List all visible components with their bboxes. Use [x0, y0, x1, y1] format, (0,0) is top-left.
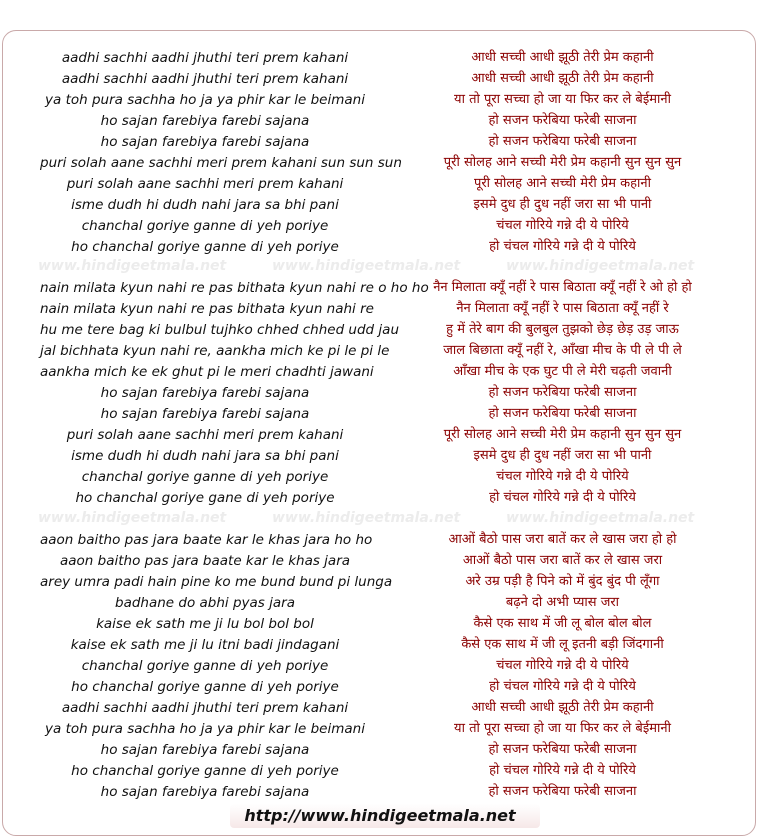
lyric-hindi: हो चंचल गोरिये गन्ने दी ये पोरिये	[489, 490, 636, 505]
lyric-roman: isme dudh hi dudh nahi jara sa bhi pani	[71, 448, 339, 464]
lyric-hindi: हो सजन फरेबिया फरेबी साजना	[488, 134, 637, 149]
lyric-roman: chanchal goriye ganne di yeh poriye	[81, 658, 329, 674]
lyric-line	[0, 299, 760, 320]
lyric-roman: ya toh pura sachha ho ja ya phir kar le beimani	[45, 92, 365, 108]
lyric-line	[0, 195, 760, 216]
lyric-hindi: हो सजन फरेबिया फरेबी साजना	[488, 113, 637, 128]
lyric-roman: badhane do abhi pyas jara	[115, 595, 295, 611]
lyric-line	[0, 132, 760, 153]
lyric-roman: nain milata kyun nahi re pas bithata kyun nahi re	[40, 301, 374, 317]
lyric-roman: chanchal goriye ganne di yeh poriye	[81, 218, 329, 234]
lyric-hindi: हो सजन फरेबिया फरेबी साजना	[488, 742, 637, 757]
lyric-hindi: हो सजन फरेबिया फरेबी साजना	[488, 784, 637, 799]
lyric-roman: ho sajan farebiya farebi sajana	[100, 385, 310, 401]
lyric-line	[0, 425, 760, 446]
lyric-hindi: आधी सच्ची आधी झूठी तेरी प्रेम कहानी	[471, 71, 654, 86]
lyric-roman: aadhi sachhi aadhi jhuthi teri prem kahani	[61, 50, 349, 66]
lyric-line	[0, 383, 760, 404]
lyric-hindi: अरे उम्र पड़ी है पिने को में बुंद बुंद पी लूँगा	[465, 574, 660, 589]
lyric-hindi: पूरी सोलह आने सच्ची मेरी प्रेम कहानी सुन सुन सुन	[443, 155, 682, 170]
lyric-hindi: बढ़ने दो अभी प्यास जरा	[505, 595, 620, 610]
lyric-line	[0, 90, 760, 111]
lyric-hindi: आँखा मीच के एक घुट पी ले मेरी चढ़ती जवानी	[453, 364, 672, 379]
lyric-line	[0, 404, 760, 425]
lyric-roman: ho sajan farebiya farebi sajana	[100, 784, 310, 800]
lyric-line	[0, 278, 760, 299]
lyric-line	[0, 635, 760, 656]
lyric-hindi: चंचल गोरिये गन्ने दी ये पोरिये	[496, 658, 629, 673]
lyric-line	[0, 551, 760, 572]
lyric-roman: puri solah aane sachhi meri prem kahani sun sun sun	[40, 155, 402, 171]
lyric-roman: ho sajan farebiya farebi sajana	[100, 406, 310, 422]
lyric-hindi: आओं बैठो पास जरा बातें कर ले खास जरा	[462, 553, 663, 568]
lyric-roman: ho sajan farebiya farebi sajana	[100, 113, 310, 129]
lyric-roman: kaise ek sath me ji lu itni badi jindagani	[70, 637, 340, 653]
lyric-roman: jal bichhata kyun nahi re, aankha mich ke pi le pi le	[40, 343, 390, 359]
lyric-hindi: कैसे एक साथ में जी लू बोल बोल बोल	[473, 616, 652, 631]
lyric-line	[0, 488, 760, 509]
lyric-line	[0, 719, 760, 740]
lyric-line	[0, 698, 760, 719]
lyric-hindi: इसमे दुध ही दुध नहीं जरा सा भी पानी	[473, 197, 652, 212]
watermark: www.hindigeetmala.net	[272, 510, 461, 526]
lyric-roman: puri solah aane sachhi meri prem kahani	[66, 176, 344, 192]
lyric-hindi: आधी सच्ची आधी झूठी तेरी प्रेम कहानी	[471, 50, 654, 65]
lyric-line	[0, 446, 760, 467]
lyric-roman: ho sajan farebiya farebi sajana	[100, 134, 310, 150]
lyric-line	[0, 656, 760, 677]
lyric-hindi: आओं बैठो पास जरा बातें कर ले खास जरा हो हो	[448, 532, 677, 547]
lyric-roman: ho sajan farebiya farebi sajana	[100, 742, 310, 758]
watermark: www.hindigeetmala.net	[506, 510, 695, 526]
lyric-hindi: कैसे एक साथ में जी लू इतनी बड़ी जिंदगानी	[461, 637, 664, 652]
lyric-line	[0, 677, 760, 698]
lyric-roman: arey umra padi hain pine ko me bund bund pi lunga	[40, 574, 393, 590]
lyric-line	[0, 530, 760, 551]
lyric-roman: aankha mich ke ek ghut pi le meri chadhti jawani	[40, 364, 374, 380]
watermark: www.hindigeetmala.net	[506, 258, 695, 274]
lyric-line	[0, 362, 760, 383]
watermark-row-1	[0, 258, 760, 278]
lyric-line	[0, 174, 760, 195]
lyric-roman: ho chanchal goriye gane di yeh poriye	[75, 490, 335, 506]
lyric-hindi: हो सजन फरेबिया फरेबी साजना	[488, 406, 637, 421]
lyric-hindi: हो सजन फरेबिया फरेबी साजना	[488, 385, 637, 400]
lyric-roman: nain milata kyun nahi re pas bithata kyun nahi re o ho ho	[40, 280, 429, 296]
watermark-row-2	[0, 510, 760, 530]
lyric-roman: aaon baitho pas jara baate kar le khas jara ho ho	[40, 532, 373, 548]
lyric-line	[0, 572, 760, 593]
lyric-line	[0, 216, 760, 237]
lyric-line	[0, 593, 760, 614]
lyric-hindi: हु में तेरे बाग की बुलबुल तुझको छेड़ छेड़ उड़ जाऊ	[446, 322, 679, 337]
lyric-roman: aadhi sachhi aadhi jhuthi teri prem kahani	[61, 700, 349, 716]
lyric-roman: aadhi sachhi aadhi jhuthi teri prem kahani	[61, 71, 349, 87]
lyric-hindi: या तो पूरा सच्चा हो जा या फिर कर ले बेईमानी	[454, 721, 671, 736]
lyric-roman: hu me tere bag ki bulbul tujhko chhed chhed udd jau	[40, 322, 399, 338]
lyric-roman: kaise ek sath me ji lu bol bol bol	[96, 616, 314, 632]
lyric-hindi: हो चंचल गोरिये गन्ने दी ये पोरिये	[489, 763, 636, 778]
lyric-roman: ya toh pura sachha ho ja ya phir kar le beimani	[45, 721, 365, 737]
lyric-hindi: या तो पूरा सच्चा हो जा या फिर कर ले बेईमानी	[454, 92, 671, 107]
lyric-hindi: इसमे दुध ही दुध नहीं जरा सा भी पानी	[473, 448, 652, 463]
lyric-hindi: पूरी सोलह आने सच्ची मेरी प्रेम कहानी	[473, 176, 651, 191]
lyric-roman: aaon baitho pas jara baate kar le khas jara	[59, 553, 351, 569]
footer-url-link[interactable]: http://www.hindigeetmala.net	[244, 806, 516, 825]
lyric-line	[0, 48, 760, 69]
lyric-line	[0, 153, 760, 174]
lyric-line	[0, 237, 760, 258]
lyric-roman: puri solah aane sachhi meri prem kahani	[66, 427, 344, 443]
lyric-line	[0, 782, 760, 803]
lyric-hindi: नैन मिलाता क्यूँ नहीं रे पास बिठाता क्यूँ नहीं रे ओ हो हो	[433, 280, 692, 295]
lyric-roman: isme dudh hi dudh nahi jara sa bhi pani	[71, 197, 339, 213]
lyric-line	[0, 614, 760, 635]
lyric-line	[0, 111, 760, 132]
lyric-line	[0, 341, 760, 362]
lyric-roman: ho chanchal goriye ganne di yeh poriye	[71, 239, 339, 255]
lyric-line	[0, 761, 760, 782]
lyric-hindi: नैन मिलाता क्यूँ नहीं रे पास बिठाता क्यूँ नहीं रे	[456, 301, 669, 316]
lyric-hindi: पूरी सोलह आने सच्ची मेरी प्रेम कहानी सुन सुन सुन	[443, 427, 682, 442]
lyric-line	[0, 320, 760, 341]
lyric-roman: chanchal goriye ganne di yeh poriye	[81, 469, 329, 485]
watermark: www.hindigeetmala.net	[38, 258, 227, 274]
lyric-hindi: हो चंचल गोरिये गन्ने दी ये पोरिये	[489, 679, 636, 694]
lyric-line	[0, 69, 760, 90]
lyric-hindi: जाल बिछाता क्यूँ नहीं रे, आँखा मीच के पी ले पी ले	[443, 343, 682, 358]
lyric-hindi: हो चंचल गोरिये गन्ने दी ये पोरिये	[489, 239, 636, 254]
lyric-roman: ho chanchal goriye ganne di yeh poriye	[71, 763, 339, 779]
lyric-hindi: आधी सच्ची आधी झूठी तेरी प्रेम कहानी	[471, 700, 654, 715]
lyric-hindi: चंचल गोरिये गन्ने दी ये पोरिये	[496, 469, 629, 484]
lyric-roman: ho chanchal goriye ganne di yeh poriye	[71, 679, 339, 695]
lyric-line	[0, 740, 760, 761]
lyric-line	[0, 467, 760, 488]
watermark: www.hindigeetmala.net	[272, 258, 461, 274]
watermark: www.hindigeetmala.net	[38, 510, 227, 526]
lyric-hindi: चंचल गोरिये गन्ने दी ये पोरिये	[496, 218, 629, 233]
